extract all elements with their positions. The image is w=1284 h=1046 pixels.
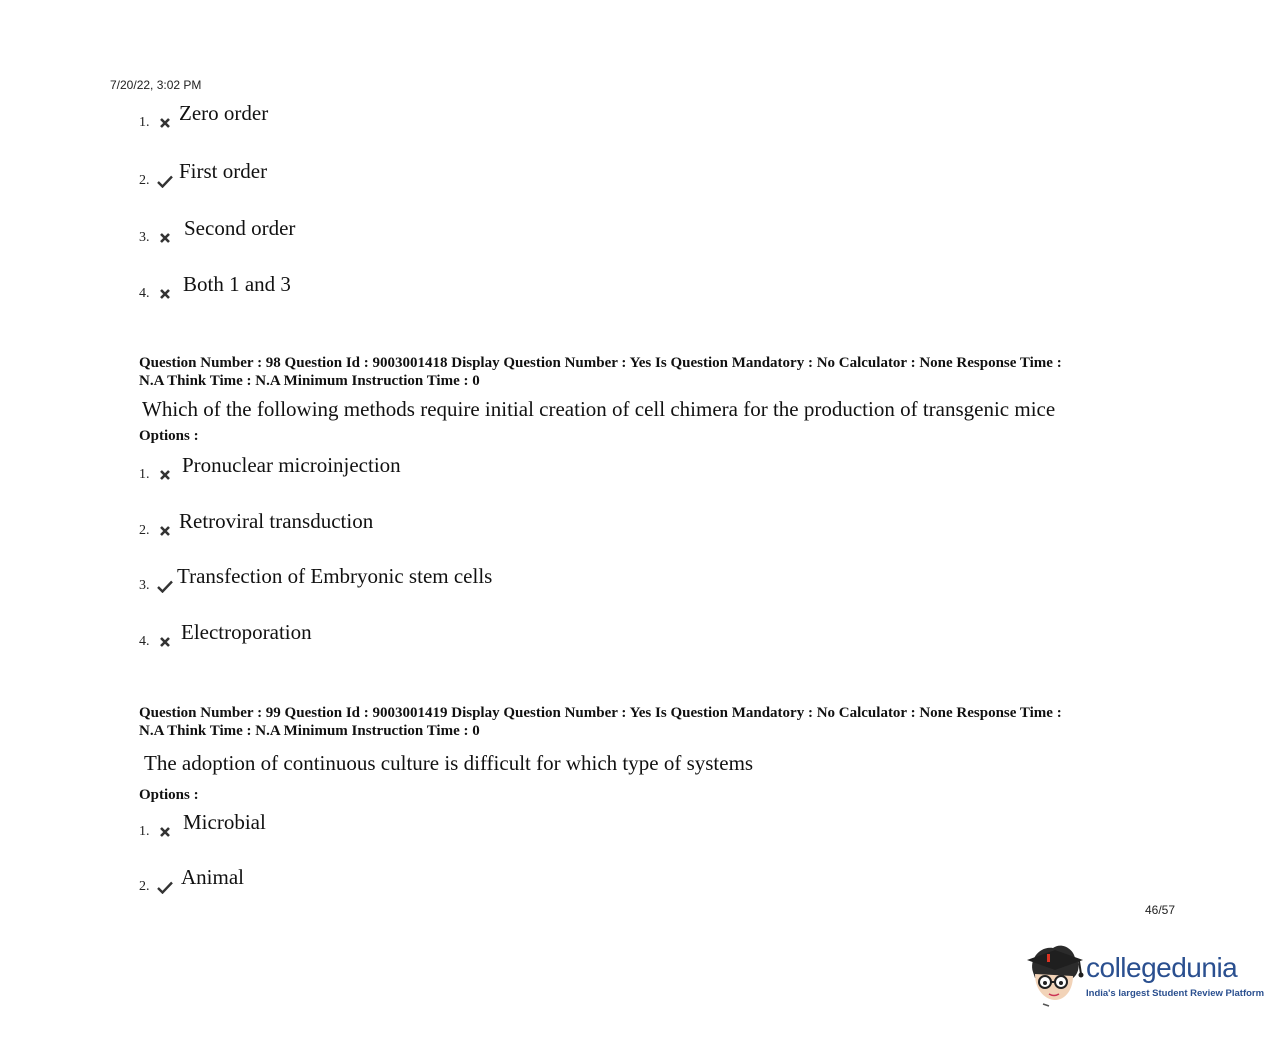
option-text: Transfection of Embryonic stem cells	[177, 564, 493, 588]
option-text: Pronuclear microinjection	[182, 453, 401, 477]
option-item	[139, 453, 401, 482]
option-text: First order	[179, 159, 268, 183]
option-number: 2.	[139, 523, 150, 538]
question-meta-line: Question Number : 99 Question Id : 9003001419 Display Question Number : Yes Is Question Mandatory : No Calculator : None Response Time :	[139, 705, 1062, 721]
cross-icon	[157, 116, 173, 130]
cross-icon	[157, 635, 173, 649]
option-text: Electroporation	[181, 620, 312, 644]
option-item	[139, 865, 244, 894]
question-meta-line: Question Number : 98 Question Id : 9003001418 Display Question Number : Yes Is Question Mandatory : No Calculator : None Response Time :	[139, 355, 1062, 371]
header-datetime: 7/20/22, 3:02 PM	[110, 78, 202, 92]
option-number: 1.	[139, 467, 150, 482]
option-item	[139, 272, 291, 301]
option-item	[139, 564, 493, 593]
option-text: Microbial	[183, 810, 266, 834]
mascot-icon	[1025, 940, 1085, 1010]
cross-icon	[157, 468, 173, 482]
option-number: 1.	[139, 115, 150, 130]
check-icon	[157, 174, 173, 188]
option-text: Zero order	[179, 101, 269, 125]
option-item	[139, 159, 268, 188]
question-meta-line: N.A Think Time : N.A Minimum Instruction Time : 0	[139, 723, 480, 739]
cross-icon	[157, 231, 173, 245]
check-icon	[157, 579, 173, 593]
option-item	[139, 101, 269, 130]
cross-icon	[157, 524, 173, 538]
option-number: 3.	[139, 578, 150, 593]
option-item	[139, 216, 296, 245]
option-number: 4.	[139, 634, 150, 649]
collegedunia-logo[interactable]	[1025, 940, 1265, 1010]
option-text: Animal	[181, 865, 244, 889]
question-text: The adoption of continuous culture is difficult for which type of systems	[144, 751, 754, 775]
cross-icon	[157, 825, 173, 839]
logo-tagline: India's largest Student Review Platform	[1086, 988, 1265, 999]
option-number: 2.	[139, 173, 150, 188]
option-text: Retroviral transduction	[179, 509, 374, 533]
question-text: Which of the following methods require initial creation of cell chimera for the production of transgenic mice	[142, 397, 1056, 421]
check-icon	[157, 880, 173, 894]
cross-icon	[157, 287, 173, 301]
page-number: 46/57	[1145, 903, 1176, 917]
question-meta	[139, 704, 1139, 740]
question-meta-line: N.A Think Time : N.A Minimum Instruction Time : 0	[139, 373, 480, 389]
option-text: Second order	[184, 216, 296, 240]
option-item	[139, 620, 312, 649]
option-item	[139, 509, 374, 538]
option-number: 4.	[139, 286, 150, 301]
options-label: Options :	[139, 787, 199, 803]
option-number: 2.	[139, 879, 150, 894]
logo-wordmark: collegedunia	[1086, 952, 1238, 983]
options-label: Options :	[139, 428, 199, 444]
option-number: 1.	[139, 824, 150, 839]
option-item	[139, 810, 266, 839]
question-meta	[139, 354, 1139, 390]
option-number: 3.	[139, 230, 150, 245]
option-text: Both 1 and 3	[183, 272, 291, 296]
